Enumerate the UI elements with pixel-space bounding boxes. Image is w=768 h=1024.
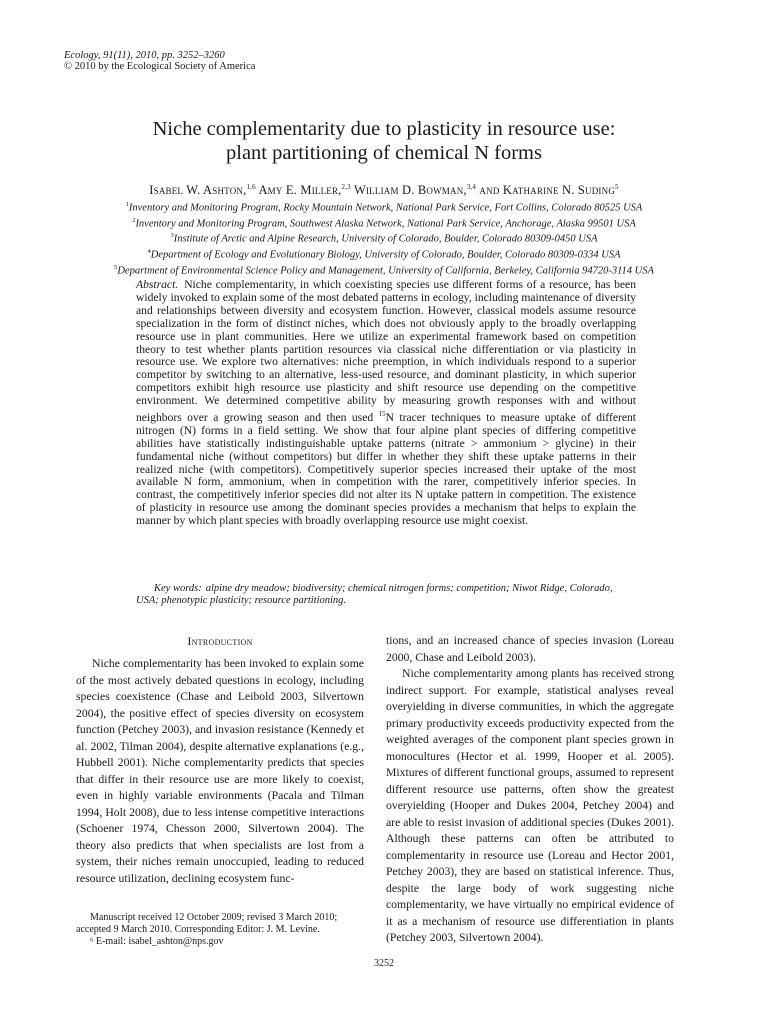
author-list [64,180,704,197]
body-paragraph: Niche complementarity has been invoked to explain some of the most actively debated questions in ecology, including species coexistence (Chase and Leibold 2003, Silvertown 2004), the positive effect of species diversity on ecosystem function (Petchey 2003), and invasion resistance (Kennedy et al. 2002, Tilman 2004), despite alternative explanations (e.g., Hubbell 2001). Niche complementarity predicts that species that differ in their resource use are more likely to coexist, even in highly variable environments (Pacala and Tilman 1994, Holt 2008), due to less intense competitive interactions (Schoener 1974, Chesson 2000, Silvertown 2004). The theory also predicts that when specialists are lost from a system, their niches remain unoccupied, leading to reduced resource utilization, declining ecosystem func- [76,657,364,885]
affiliation [64,230,704,246]
author-name: Amy E. Miller, [258,183,342,198]
affiliation-mark: 3 [170,232,174,240]
affiliation [64,262,704,278]
affiliation [64,215,704,231]
author-affiliation-mark: 1,6 [246,183,256,191]
keywords-text: alpine dry meadow; biodiversity; chemical nitrogen forms; competition; Niwot Ridge, Colorado, USA; phenotypic plasticity; resource partitioning. [136,583,613,607]
affiliation-text: Inventory and Monitoring Program, Southwest Alaska Network, National Park Service, Anchorage, Alaska 99501 USA [135,218,636,230]
affiliation [64,199,704,215]
author-name: William D. Bowman, [353,183,467,198]
affiliation-text: Institute of Arctic and Alpine Research, University of Colorado, Boulder, Colorado 80309-0450 USA [173,233,598,245]
paper-title [64,117,704,165]
affiliation-text: Department of Ecology and Evolutionary Biology, University of Colorado, Boulder, Colorado 80309-0334 USA [150,249,621,261]
affiliation-mark: 4 [147,248,151,256]
manuscript-footnote [76,912,366,949]
abstract [136,279,636,528]
journal-header [64,50,255,72]
isotope-superscript: 15 [378,410,386,419]
affiliation-mark: 1 [125,201,129,208]
affiliation [64,246,704,262]
author-name: and Katharine N. Suding [479,183,616,198]
left-column [76,633,364,887]
title-line-2: plant partitioning of chemical N forms [226,142,542,164]
copyright-notice: © 2010 by the Ecological Society of America [64,61,256,72]
journal-citation: Ecology, 91(11), 2010, pp. 3252–3260 [64,50,225,61]
abstract-text: Niche complementarity, in which coexisting species use different forms of a resource, has been widely invoked to explain some of the most debated patterns in ecology, including maintenance of diversity and relationships between diversity and ecosystem function. However, classical models assume resource specialization in the form of distinct niches, which does not obviously apply to the broadly overlapping resource use in plant communities. Here we utilize an experimental framework based on competition theory to test whether plants partition resources via classical niche differentiation or via plasticity in resource use. We explore two alternatives: niche preemption, in which individuals respond to a superior competitor by switching to an alternative, less-used resource, and dominant plasticity, in which superior competitors exhibit high resource use plasticity and shift resource use depending on the competitive environment. We determined competitive ability by measuring growth responses with and without neighbors over a growing season and then used [136,278,636,424]
author-affiliation-mark: 3,4 [466,183,477,191]
affiliation-list [64,199,704,278]
affiliation-mark: 5 [114,263,118,271]
author-name: Isabel W. Ashton, [149,183,247,198]
author-affiliation-mark: 5 [615,183,619,191]
corresponding-email: ⁶ E-mail: isabel_ashton@nps.gov [90,936,224,948]
page-number: 3252 [374,958,394,969]
author-affiliation-mark: 2,3 [341,183,351,191]
abstract-label: Abstract. [136,278,179,291]
affiliation-mark: 2 [132,216,136,224]
right-column [386,633,674,947]
affiliation-text: Inventory and Monitoring Program, Rocky Mountain Network, National Park Service, Fort Collins, Colorado 80525 USA [128,202,643,214]
manuscript-dates: Manuscript received 12 October 2009; revised 3 March 2010; accepted 9 March 2010. Corresponding Editor: J. M. Levine. [76,912,338,936]
body-paragraph: Niche complementarity among plants has received strong indirect support. For example, statistical analyses reveal overyielding in diverse communities, in which the aggregate primary productivity exceeds productivity expected from the weighted averages of the component plant species grown in monocultures (Hector et al. 1999, Hooper et al. 2005). Mixtures of different functional groups, assumed to represent different resource use patterns, often show the greatest overyielding (Hooper and Dukes 2004, Petchey 2004) and are able to resist invasion of additional species (Dukes 2001). Although these patterns can often be attributed to complementarity in resource use (Loreau and Hector 2001, Petchey 2003), they are based on statistical inference. Thus, despite the large body of work suggesting niche complementarity, we have virtually no empirical evidence of it as a mechanism of resource use differentiation in plants (Petchey 2003, Silvertown 2004). [386,667,674,944]
keywords [136,583,636,607]
affiliation-text: Department of Environmental Science Policy and Management, University of California, Berkeley, California 94720-3114 USA [117,265,654,277]
section-heading-introduction: Introduction [187,634,253,648]
keywords-label: Key words: [154,583,202,594]
body-paragraph-continuation: tions, and an increased chance of species invasion (Loreau 2000, Chase and Leibold 2003). [386,634,674,664]
abstract-text-continued: N tracer techniques to measure uptake of different nitrogen (N) forms in a field setting. We show that four alpine plant species of differing competitive abilities have statistically indistinguishable uptake patterns (nitrate > ammonium > glycine) in their fundamental niche (without competitors) but differ in whether they shift these uptake patterns in their realized niche (with competitors). Competitively superior species increased their uptake of the most available N form, ammonium, when in competition with the rarer, competitively inferior species. In contrast, the competitively inferior species did not alter its N uptake pattern in competition. The existence of plasticity in resource use among the dominant species provides a mechanism that helps to explain the manner by which plant species with broadly overlapping resource use might coexist. [136,410,636,528]
title-line-1: Niche complementarity due to plasticity in resource use: [152,118,616,140]
